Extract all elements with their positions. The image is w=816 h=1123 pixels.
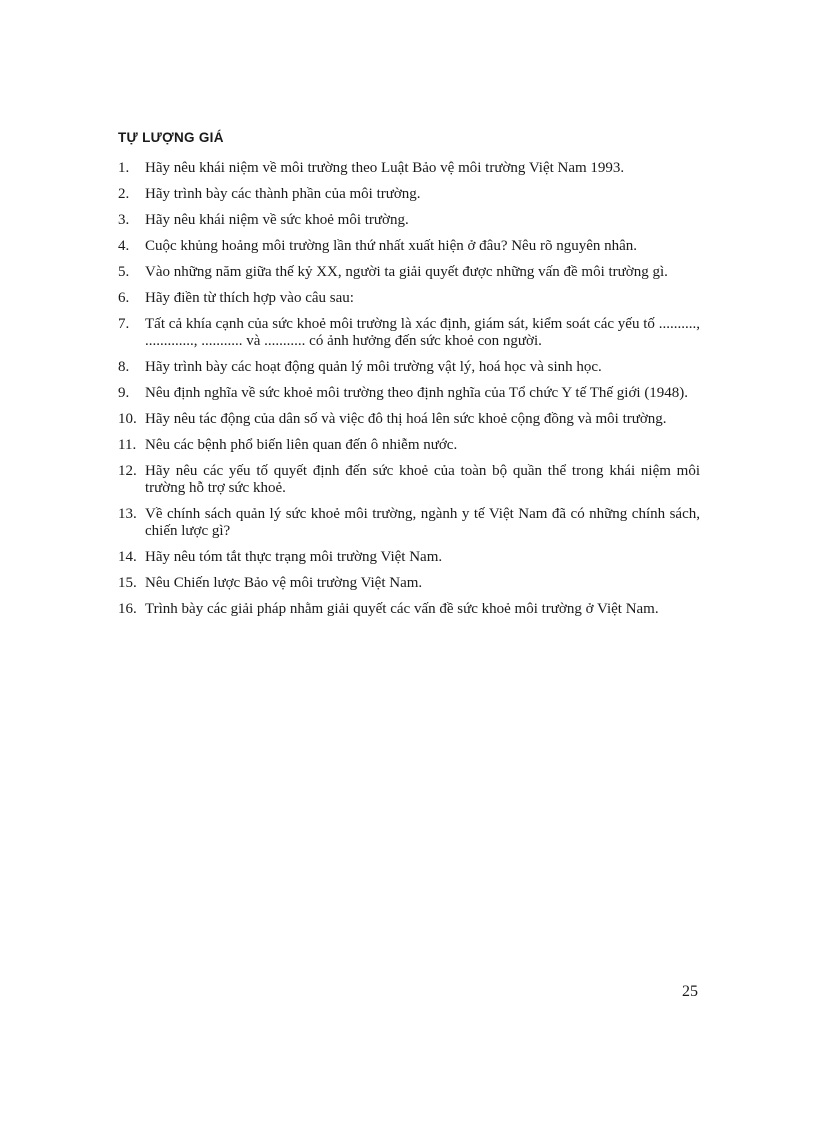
question-number: 6. (118, 290, 130, 306)
question-item (118, 575, 700, 592)
question-number: 5. (118, 264, 130, 280)
question-number: 2. (118, 186, 130, 202)
question-text: Cuộc khủng hoảng môi trường lần thứ nhất xuất hiện ở đâu? Nêu rõ nguyên nhân. (145, 238, 638, 254)
question-number: 11. (118, 437, 137, 453)
question-text: Hãy điền từ thích hợp vào câu sau: (145, 290, 354, 306)
question-list (118, 160, 700, 627)
question-item (118, 316, 700, 350)
question-item (118, 463, 700, 497)
question-item (118, 264, 700, 281)
question-text: Hãy nêu tóm tắt thực trạng môi trường Việt Nam. (145, 549, 443, 565)
question-text: Hãy nêu khái niệm về môi trường theo Luật Bảo vệ môi trường Việt Nam 1993. (145, 160, 625, 176)
question-number: 1. (118, 160, 130, 176)
question-text: Nêu định nghĩa về sức khoẻ môi trường theo định nghĩa của Tổ chức Y tế Thế giới (1948). (145, 385, 689, 401)
question-text: Nêu Chiến lược Bảo vệ môi trường Việt Nam. (145, 575, 423, 591)
question-item (118, 238, 700, 255)
question-item (118, 601, 700, 618)
question-text: Hãy nêu tác động của dân số và việc đô thị hoá lên sức khoẻ cộng đồng và môi trường. (145, 411, 667, 427)
question-item (118, 359, 700, 376)
question-number: 4. (118, 238, 130, 254)
question-text: Hãy nêu khái niệm về sức khoẻ môi trường. (145, 212, 409, 228)
question-number: 13. (118, 506, 137, 522)
question-text: Hãy trình bày các hoạt động quản lý môi trường vật lý, hoá học và sinh học. (145, 359, 602, 375)
question-number: 7. (118, 316, 130, 332)
question-item (118, 506, 700, 540)
question-number: 9. (118, 385, 130, 401)
question-text: Nêu các bệnh phổ biến liên quan đến ô nhiễm nước. (145, 437, 458, 453)
question-number: 16. (118, 601, 137, 617)
question-item (118, 212, 700, 229)
question-item (118, 437, 700, 454)
question-text: Hãy trình bày các thành phần của môi trường. (145, 186, 421, 202)
question-text: Vào những năm giữa thế kỷ XX, người ta giải quyết được những vấn đề môi trường gì. (145, 264, 668, 280)
question-text: Trình bày các giải pháp nhằm giải quyết các vấn đề sức khoẻ môi trường ở Việt Nam. (145, 601, 659, 617)
question-item (118, 385, 700, 402)
question-text: Về chính sách quản lý sức khoẻ môi trường, ngành y tế Việt Nam đã có những chính sách, chiến lược gì? (145, 506, 700, 539)
question-item (118, 549, 700, 566)
section-title: TỰ LƯỢNG GIÁ (118, 130, 224, 145)
question-number: 14. (118, 549, 137, 565)
question-number: 12. (118, 463, 137, 479)
question-item (118, 411, 700, 428)
question-item (118, 160, 700, 177)
question-number: 15. (118, 575, 137, 591)
question-number: 3. (118, 212, 130, 228)
question-text: Hãy nêu các yếu tố quyết định đến sức khoẻ của toàn bộ quần thể trong khái niệm môi trường hỗ trợ sức khoẻ. (145, 463, 700, 496)
page-number: 25 (682, 983, 698, 1000)
question-number: 10. (118, 411, 137, 427)
question-item (118, 290, 700, 307)
question-item (118, 186, 700, 203)
question-text: Tất cả khía cạnh của sức khoẻ môi trường là xác định, giám sát, kiểm soát các yếu tố .........., ............., ........... và ........... có ảnh hưởng đến sức khoẻ con người. (145, 316, 700, 349)
question-number: 8. (118, 359, 130, 375)
